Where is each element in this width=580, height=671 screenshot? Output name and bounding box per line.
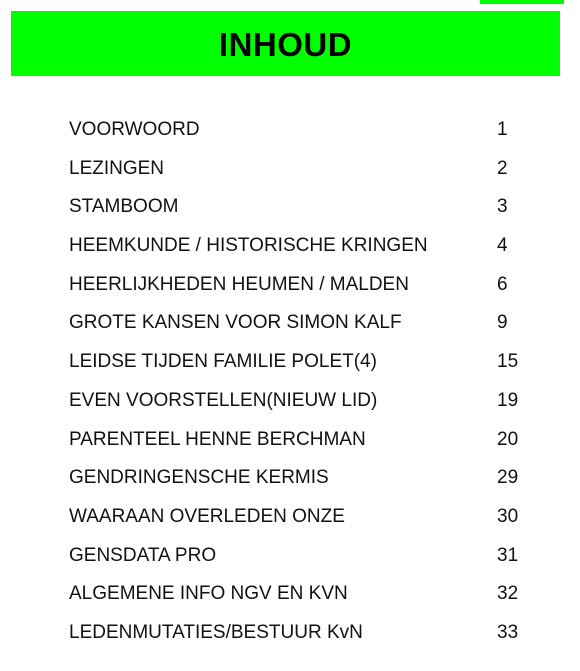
toc-entry-page: 15 xyxy=(497,351,519,373)
toc-entry-page: 6 xyxy=(497,273,508,295)
toc-entry-title: LEIDSE TIJDEN FAMILIE POLET(4) xyxy=(69,351,377,373)
toc-entry-title: STAMBOOM xyxy=(69,196,179,218)
toc-entry-title: HEERLIJKHEDEN HEUMEN / MALDEN xyxy=(69,273,409,295)
toc-entry-page: 20 xyxy=(497,428,519,450)
toc-entry-page: 1 xyxy=(497,119,508,140)
toc-entry xyxy=(0,194,580,233)
toc-entry-title: GENDRINGENSCHE KERMIS xyxy=(69,467,329,489)
toc-entry-page: 30 xyxy=(497,505,519,527)
toc-entry-title: PARENTEEL HENNE BERCHMAN xyxy=(69,428,366,450)
toc-entry-title: HEEMKUNDE / HISTORISCHE KRINGEN xyxy=(69,235,428,257)
toc-entry-page: 9 xyxy=(497,312,508,334)
toc-entry-page: 31 xyxy=(497,544,519,566)
toc-entry-title: ALGEMENE INFO NGV EN KVN xyxy=(69,583,348,605)
toc-entry xyxy=(0,310,580,349)
toc-entry xyxy=(0,504,580,543)
corner-decoration xyxy=(480,0,564,4)
toc-entry xyxy=(0,117,580,156)
toc-entry xyxy=(0,581,580,620)
toc-entry xyxy=(0,543,580,582)
toc-entry xyxy=(0,156,580,195)
toc-entry-title: GENSDATA PRO xyxy=(69,544,217,566)
toc-entry-page: 3 xyxy=(497,196,508,218)
toc-entry-page: 19 xyxy=(497,389,519,411)
toc-entry-page: 32 xyxy=(497,583,519,605)
toc-entry-page: 29 xyxy=(497,467,519,489)
toc-entry-title: VOORWOORD xyxy=(69,119,200,140)
toc-entry xyxy=(0,427,580,466)
toc-entry-title: LEDENMUTATIES/BESTUUR KvN xyxy=(69,621,363,643)
table-of-contents xyxy=(0,117,580,659)
toc-entry xyxy=(0,620,580,659)
page-title: INHOUD xyxy=(218,26,353,63)
toc-entry-page: 2 xyxy=(497,157,508,179)
toc-entry xyxy=(0,233,580,272)
toc-entry-title: GROTE KANSEN VOOR SIMON KALF xyxy=(69,312,402,334)
toc-entry-title: LEZINGEN xyxy=(69,157,165,179)
toc-entry xyxy=(0,349,580,388)
toc-entry xyxy=(0,272,580,311)
toc-entry-title: EVEN VOORSTELLEN(NIEUW LID) xyxy=(69,389,378,411)
toc-entry-page: 4 xyxy=(497,235,508,257)
toc-entry xyxy=(0,388,580,427)
toc-entry-page: 33 xyxy=(497,621,519,643)
toc-entry xyxy=(0,465,580,504)
header-banner xyxy=(11,11,560,76)
toc-entry-title: WAARAAN OVERLEDEN ONZE xyxy=(69,505,345,527)
